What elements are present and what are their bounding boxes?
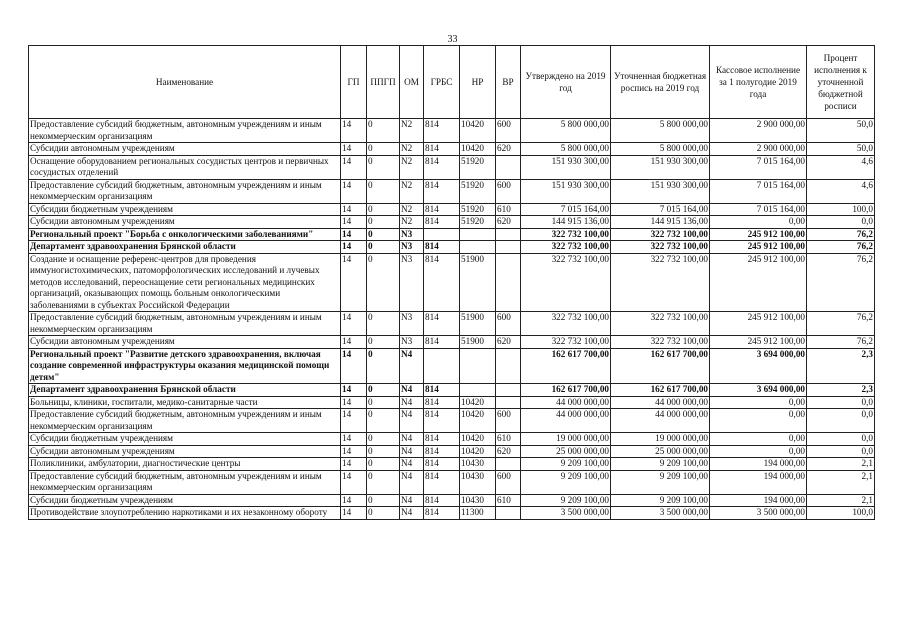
cell-vr: 600 <box>496 179 521 203</box>
cell-cash: 0,00 <box>710 433 807 446</box>
cell-vr <box>496 396 521 409</box>
cell-cash: 194 000,00 <box>710 494 807 507</box>
cell-name: Создание и оснащение референс-центров для проведения иммуногистохимических, патоморфологических исследований и лучевых методов исследований, переоснащение сети региональных медицинских организаций, оказывающих помощь больным онкологическими заболеваниями в субъектах Российской Федерации <box>29 253 341 312</box>
cell-cash: 0,00 <box>710 396 807 409</box>
cell-cash: 0,00 <box>710 445 807 458</box>
cell-np: 10420 <box>460 119 496 143</box>
table-row <box>29 433 875 446</box>
cell-approved: 19 000 000,00 <box>521 433 611 446</box>
cell-gp: 14 <box>341 494 367 507</box>
cell-cash: 3 500 000,00 <box>710 507 807 520</box>
cell-grbs: 814 <box>424 409 460 433</box>
cell-om: N4 <box>400 409 424 433</box>
cell-refined: 322 732 100,00 <box>611 312 710 336</box>
cell-cash: 245 912 100,00 <box>710 253 807 312</box>
cell-refined: 44 000 000,00 <box>611 396 710 409</box>
cell-grbs: 814 <box>424 179 460 203</box>
cell-name: Предоставление субсидий бюджетным, автономным учреждениям и иным некоммерческим организациям <box>29 470 341 494</box>
cell-cash: 194 000,00 <box>710 470 807 494</box>
cell-vr: 620 <box>496 216 521 229</box>
cell-np: 10420 <box>460 433 496 446</box>
cell-vr <box>496 228 521 241</box>
cell-vr: 620 <box>496 445 521 458</box>
cell-ppgp: 0 <box>367 336 400 349</box>
cell-refined: 151 930 300,00 <box>611 179 710 203</box>
cell-refined: 162 617 700,00 <box>611 384 710 397</box>
table-row <box>29 507 875 520</box>
cell-ppgp: 0 <box>367 409 400 433</box>
cell-percent: 76,2 <box>807 312 875 336</box>
cell-name: Предоставление субсидий бюджетным, автономным учреждениям и иным некоммерческим организациям <box>29 409 341 433</box>
cell-grbs: 814 <box>424 458 460 471</box>
cell-np: 51920 <box>460 155 496 179</box>
table-row <box>29 445 875 458</box>
cell-vr: 600 <box>496 119 521 143</box>
cell-name: Поликлиники, амбулатории, диагностические центры <box>29 458 341 471</box>
cell-np: 51920 <box>460 179 496 203</box>
cell-grbs: 814 <box>424 143 460 156</box>
cell-ppgp: 0 <box>367 470 400 494</box>
header-percent: Процент исполнения к уточненной бюджетной росписи <box>807 46 875 119</box>
header-om: ОМ <box>400 46 424 119</box>
cell-name: Субсидии бюджетным учреждениям <box>29 433 341 446</box>
cell-cash: 194 000,00 <box>710 458 807 471</box>
cell-np: 51920 <box>460 203 496 216</box>
cell-grbs: 814 <box>424 216 460 229</box>
cell-gp: 14 <box>341 312 367 336</box>
cell-cash: 245 912 100,00 <box>710 312 807 336</box>
cell-name: Региональный проект "Борьба с онкологическими заболеваниями" <box>29 228 341 241</box>
cell-ppgp: 0 <box>367 143 400 156</box>
cell-np: 10420 <box>460 409 496 433</box>
cell-om: N4 <box>400 445 424 458</box>
cell-np <box>460 228 496 241</box>
cell-grbs: 814 <box>424 119 460 143</box>
table-row <box>29 384 875 397</box>
cell-ppgp: 0 <box>367 253 400 312</box>
cell-vr: 600 <box>496 470 521 494</box>
cell-approved: 322 732 100,00 <box>521 312 611 336</box>
cell-grbs: 814 <box>424 312 460 336</box>
cell-refined: 9 209 100,00 <box>611 470 710 494</box>
cell-gp: 14 <box>341 143 367 156</box>
cell-ppgp: 0 <box>367 312 400 336</box>
cell-np <box>460 384 496 397</box>
table-row <box>29 241 875 254</box>
cell-om: N4 <box>400 433 424 446</box>
table-row <box>29 228 875 241</box>
cell-approved: 162 617 700,00 <box>521 348 611 384</box>
table-row <box>29 253 875 312</box>
table-body <box>29 119 875 520</box>
cell-grbs: 814 <box>424 445 460 458</box>
cell-gp: 14 <box>341 409 367 433</box>
cell-vr: 600 <box>496 312 521 336</box>
cell-ppgp: 0 <box>367 445 400 458</box>
cell-percent: 100,0 <box>807 203 875 216</box>
cell-gp: 14 <box>341 348 367 384</box>
cell-np: 10430 <box>460 458 496 471</box>
cell-grbs: 814 <box>424 507 460 520</box>
header-cash: Кассовое исполнение за 1 полугодие 2019 года <box>710 46 807 119</box>
cell-percent: 0,0 <box>807 409 875 433</box>
cell-percent: 76,2 <box>807 336 875 349</box>
cell-ppgp: 0 <box>367 203 400 216</box>
cell-gp: 14 <box>341 433 367 446</box>
cell-grbs: 814 <box>424 155 460 179</box>
cell-np <box>460 241 496 254</box>
cell-vr: 620 <box>496 143 521 156</box>
cell-np: 10420 <box>460 396 496 409</box>
cell-percent: 100,0 <box>807 507 875 520</box>
cell-cash: 2 900 000,00 <box>710 119 807 143</box>
cell-om: N2 <box>400 119 424 143</box>
cell-name: Департамент здравоохранения Брянской области <box>29 241 341 254</box>
cell-refined: 19 000 000,00 <box>611 433 710 446</box>
cell-refined: 5 800 000,00 <box>611 119 710 143</box>
cell-name: Субсидии автономным учреждениям <box>29 445 341 458</box>
cell-gp: 14 <box>341 384 367 397</box>
cell-gp: 14 <box>341 241 367 254</box>
cell-vr: 610 <box>496 494 521 507</box>
cell-percent: 2,1 <box>807 458 875 471</box>
cell-cash: 7 015 164,00 <box>710 155 807 179</box>
cell-vr <box>496 458 521 471</box>
cell-cash: 2 900 000,00 <box>710 143 807 156</box>
cell-gp: 14 <box>341 458 367 471</box>
cell-vr <box>496 241 521 254</box>
table-row <box>29 336 875 349</box>
cell-vr <box>496 507 521 520</box>
cell-om: N4 <box>400 348 424 384</box>
cell-gp: 14 <box>341 253 367 312</box>
budget-table <box>28 45 875 520</box>
cell-percent: 2,1 <box>807 470 875 494</box>
cell-percent: 4,6 <box>807 155 875 179</box>
table-row <box>29 494 875 507</box>
cell-approved: 3 500 000,00 <box>521 507 611 520</box>
cell-cash: 3 694 000,00 <box>710 384 807 397</box>
cell-ppgp: 0 <box>367 396 400 409</box>
table-row <box>29 119 875 143</box>
cell-percent: 50,0 <box>807 119 875 143</box>
cell-np: 51900 <box>460 312 496 336</box>
cell-grbs: 814 <box>424 241 460 254</box>
cell-om: N3 <box>400 241 424 254</box>
cell-refined: 151 930 300,00 <box>611 155 710 179</box>
cell-refined: 144 915 136,00 <box>611 216 710 229</box>
cell-refined: 3 500 000,00 <box>611 507 710 520</box>
cell-refined: 322 732 100,00 <box>611 228 710 241</box>
cell-name: Предоставление субсидий бюджетным, автономным учреждениям и иным некоммерческим организациям <box>29 119 341 143</box>
cell-np: 11300 <box>460 507 496 520</box>
cell-approved: 7 015 164,00 <box>521 203 611 216</box>
cell-gp: 14 <box>341 470 367 494</box>
cell-om: N3 <box>400 312 424 336</box>
cell-gp: 14 <box>341 203 367 216</box>
cell-approved: 144 915 136,00 <box>521 216 611 229</box>
cell-vr <box>496 155 521 179</box>
cell-approved: 162 617 700,00 <box>521 384 611 397</box>
header-ppgp: ППГП <box>367 46 400 119</box>
cell-percent: 2,3 <box>807 348 875 384</box>
table-row <box>29 409 875 433</box>
cell-np: 10420 <box>460 143 496 156</box>
cell-percent: 0,0 <box>807 433 875 446</box>
header-refined: Уточненная бюджетная роспись на 2019 год <box>611 46 710 119</box>
cell-percent: 76,2 <box>807 253 875 312</box>
cell-approved: 322 732 100,00 <box>521 241 611 254</box>
header-vr: ВР <box>496 46 521 119</box>
table-row <box>29 179 875 203</box>
cell-np: 10420 <box>460 445 496 458</box>
cell-cash: 0,00 <box>710 409 807 433</box>
cell-om: N2 <box>400 216 424 229</box>
header-approved: Утверждено на 2019 год <box>521 46 611 119</box>
table-row <box>29 348 875 384</box>
cell-om: N3 <box>400 228 424 241</box>
table-row <box>29 155 875 179</box>
cell-gp: 14 <box>341 507 367 520</box>
cell-grbs: 814 <box>424 470 460 494</box>
cell-gp: 14 <box>341 119 367 143</box>
cell-om: N2 <box>400 179 424 203</box>
cell-approved: 322 732 100,00 <box>521 228 611 241</box>
header-np: НР <box>460 46 496 119</box>
cell-grbs: 814 <box>424 384 460 397</box>
cell-approved: 5 800 000,00 <box>521 143 611 156</box>
cell-approved: 5 800 000,00 <box>521 119 611 143</box>
cell-np: 10430 <box>460 494 496 507</box>
cell-cash: 245 912 100,00 <box>710 228 807 241</box>
cell-gp: 14 <box>341 445 367 458</box>
cell-refined: 322 732 100,00 <box>611 241 710 254</box>
cell-name: Субсидии автономным учреждениям <box>29 216 341 229</box>
cell-gp: 14 <box>341 336 367 349</box>
cell-refined: 5 800 000,00 <box>611 143 710 156</box>
cell-percent: 76,2 <box>807 241 875 254</box>
cell-refined: 162 617 700,00 <box>611 348 710 384</box>
cell-vr: 610 <box>496 433 521 446</box>
cell-name: Оснащение оборудованием региональных сосудистых центров и первичных сосудистых отделений <box>29 155 341 179</box>
cell-om: N3 <box>400 253 424 312</box>
cell-ppgp: 0 <box>367 241 400 254</box>
cell-percent: 50,0 <box>807 143 875 156</box>
cell-vr: 610 <box>496 203 521 216</box>
cell-percent: 2,1 <box>807 494 875 507</box>
cell-ppgp: 0 <box>367 119 400 143</box>
cell-om: N2 <box>400 155 424 179</box>
cell-grbs <box>424 228 460 241</box>
cell-vr: 600 <box>496 409 521 433</box>
page-number: 33 <box>447 34 458 45</box>
cell-om: N4 <box>400 396 424 409</box>
cell-np <box>460 348 496 384</box>
cell-om: N3 <box>400 336 424 349</box>
cell-approved: 44 000 000,00 <box>521 396 611 409</box>
cell-approved: 25 000 000,00 <box>521 445 611 458</box>
cell-grbs: 814 <box>424 203 460 216</box>
cell-gp: 14 <box>341 228 367 241</box>
table-row <box>29 396 875 409</box>
cell-om: N4 <box>400 458 424 471</box>
cell-np: 51900 <box>460 336 496 349</box>
cell-cash: 7 015 164,00 <box>710 179 807 203</box>
cell-name: Субсидии бюджетным учреждениям <box>29 494 341 507</box>
cell-gp: 14 <box>341 155 367 179</box>
cell-cash: 3 694 000,00 <box>710 348 807 384</box>
cell-percent: 0,0 <box>807 216 875 229</box>
cell-np: 51920 <box>460 216 496 229</box>
cell-grbs <box>424 348 460 384</box>
cell-percent: 76,2 <box>807 228 875 241</box>
cell-name: Субсидии автономным учреждениям <box>29 143 341 156</box>
cell-ppgp: 0 <box>367 155 400 179</box>
cell-cash: 245 912 100,00 <box>710 241 807 254</box>
cell-refined: 7 015 164,00 <box>611 203 710 216</box>
cell-ppgp: 0 <box>367 348 400 384</box>
cell-approved: 322 732 100,00 <box>521 253 611 312</box>
cell-name: Предоставление субсидий бюджетным, автономным учреждениям и иным некоммерческим организациям <box>29 312 341 336</box>
cell-ppgp: 0 <box>367 458 400 471</box>
cell-approved: 44 000 000,00 <box>521 409 611 433</box>
cell-name: Субсидии автономным учреждениям <box>29 336 341 349</box>
cell-ppgp: 0 <box>367 228 400 241</box>
cell-name: Субсидии бюджетным учреждениям <box>29 203 341 216</box>
cell-vr <box>496 384 521 397</box>
table-row <box>29 458 875 471</box>
cell-np: 51900 <box>460 253 496 312</box>
cell-ppgp: 0 <box>367 384 400 397</box>
cell-gp: 14 <box>341 179 367 203</box>
cell-om: N4 <box>400 384 424 397</box>
cell-refined: 322 732 100,00 <box>611 253 710 312</box>
cell-ppgp: 0 <box>367 179 400 203</box>
cell-om: N4 <box>400 470 424 494</box>
cell-vr: 620 <box>496 336 521 349</box>
cell-grbs: 814 <box>424 494 460 507</box>
cell-cash: 245 912 100,00 <box>710 336 807 349</box>
cell-refined: 9 209 100,00 <box>611 494 710 507</box>
table-row <box>29 470 875 494</box>
cell-approved: 151 930 300,00 <box>521 155 611 179</box>
cell-grbs: 814 <box>424 253 460 312</box>
cell-name: Больницы, клиники, госпитали, медико-санитарные части <box>29 396 341 409</box>
cell-om: N2 <box>400 143 424 156</box>
cell-gp: 14 <box>341 396 367 409</box>
table-row <box>29 203 875 216</box>
cell-om: N4 <box>400 494 424 507</box>
cell-grbs: 814 <box>424 336 460 349</box>
cell-name: Предоставление субсидий бюджетным, автономным учреждениям и иным некоммерческим организациям <box>29 179 341 203</box>
cell-vr <box>496 253 521 312</box>
cell-name: Противодействие злоупотреблению наркотиками и их незаконному обороту <box>29 507 341 520</box>
cell-cash: 0,00 <box>710 216 807 229</box>
cell-ppgp: 0 <box>367 507 400 520</box>
cell-refined: 25 000 000,00 <box>611 445 710 458</box>
cell-vr <box>496 348 521 384</box>
cell-om: N4 <box>400 507 424 520</box>
table-row <box>29 216 875 229</box>
cell-percent: 0,0 <box>807 445 875 458</box>
cell-grbs: 814 <box>424 433 460 446</box>
cell-percent: 4,6 <box>807 179 875 203</box>
cell-approved: 9 209 100,00 <box>521 470 611 494</box>
cell-refined: 322 732 100,00 <box>611 336 710 349</box>
cell-name: Департамент здравоохранения Брянской области <box>29 384 341 397</box>
cell-approved: 9 209 100,00 <box>521 494 611 507</box>
cell-name: Региональный проект "Развитие детского здравоохранения, включая создание современной инфраструктуры оказания медицинской помощи детям" <box>29 348 341 384</box>
table-row <box>29 143 875 156</box>
cell-gp: 14 <box>341 216 367 229</box>
table-row <box>29 312 875 336</box>
header-gp: ГП <box>341 46 367 119</box>
cell-approved: 9 209 100,00 <box>521 458 611 471</box>
cell-refined: 9 209 100,00 <box>611 458 710 471</box>
header-grbs: ГРБС <box>424 46 460 119</box>
cell-refined: 44 000 000,00 <box>611 409 710 433</box>
cell-ppgp: 0 <box>367 494 400 507</box>
cell-om: N2 <box>400 203 424 216</box>
cell-percent: 2,3 <box>807 384 875 397</box>
cell-ppgp: 0 <box>367 433 400 446</box>
cell-approved: 322 732 100,00 <box>521 336 611 349</box>
cell-cash: 7 015 164,00 <box>710 203 807 216</box>
cell-ppgp: 0 <box>367 216 400 229</box>
cell-approved: 151 930 300,00 <box>521 179 611 203</box>
cell-grbs: 814 <box>424 396 460 409</box>
header-name: Наименование <box>29 46 341 119</box>
table-header <box>29 46 875 119</box>
cell-np: 10430 <box>460 470 496 494</box>
cell-percent: 0,0 <box>807 396 875 409</box>
